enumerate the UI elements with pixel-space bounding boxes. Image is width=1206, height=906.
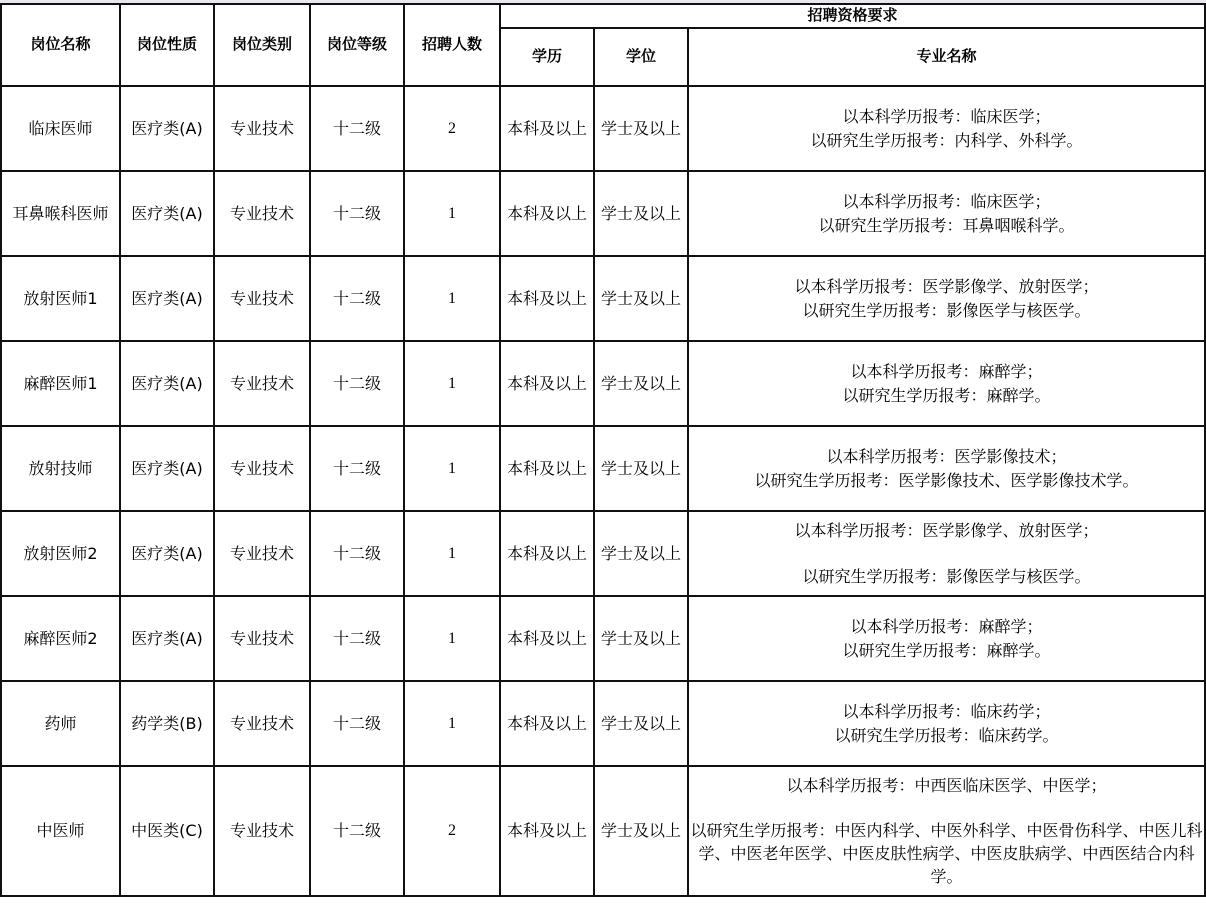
- post-category-cell: 专业技术: [214, 256, 310, 341]
- degree-cell: 学士及以上: [594, 86, 688, 171]
- degree-cell: 学士及以上: [594, 341, 688, 426]
- post-name-cell: 放射医师2: [1, 511, 120, 596]
- hire-count-cell: 1: [404, 596, 500, 681]
- major-line: 以本科学历报考：医学影像学、放射医学；: [794, 521, 1099, 541]
- major-line: 以研究生学历报考：影像医学与核医学。: [802, 300, 1091, 320]
- major-cell: [688, 426, 1205, 511]
- education-cell: 本科及以上: [500, 426, 594, 511]
- table-row: [1, 766, 1205, 896]
- post-grade-cell: 十二级: [310, 511, 404, 596]
- header-post-grade: 岗位等级: [310, 4, 404, 86]
- post-category-cell: 专业技术: [214, 511, 310, 596]
- post-grade-cell: 十二级: [310, 86, 404, 171]
- table-row: [1, 681, 1205, 766]
- major-line: 以本科学历报考：医学影像技术；: [826, 447, 1067, 467]
- post-nature-cell: 医疗类(A): [120, 256, 214, 341]
- post-nature-cell: 医疗类(A): [120, 341, 214, 426]
- major-line: 以本科学历报考：麻醉学；: [850, 617, 1043, 637]
- major-line: 以研究生学历报考：医学影像技术、医学影像技术学。: [754, 470, 1139, 490]
- degree-cell: 学士及以上: [594, 426, 688, 511]
- header-post-name: 岗位名称: [1, 4, 120, 86]
- post-grade-cell: 十二级: [310, 171, 404, 256]
- header-major: 专业名称: [688, 28, 1205, 86]
- major-line: 以本科学历报考：中西医临床医学、中医学；: [786, 775, 1107, 795]
- table-row: [1, 596, 1205, 681]
- major-cell: [688, 596, 1205, 681]
- post-name-cell: 药师: [1, 681, 120, 766]
- major-line: 以研究生学历报考：麻醉学。: [842, 640, 1051, 660]
- recruitment-table: [0, 3, 1206, 897]
- hire-count-cell: 1: [404, 511, 500, 596]
- post-category-cell: 专业技术: [214, 171, 310, 256]
- hire-count-cell: 1: [404, 681, 500, 766]
- major-cell: [688, 171, 1205, 256]
- degree-cell: 学士及以上: [594, 511, 688, 596]
- major-line: 以研究生学历报考：麻醉学。: [842, 385, 1051, 405]
- major-line: 以本科学历报考：临床医学；: [842, 107, 1051, 127]
- post-name-cell: 放射医师1: [1, 256, 120, 341]
- degree-cell: 学士及以上: [594, 681, 688, 766]
- post-name-cell: 放射技师: [1, 426, 120, 511]
- post-category-cell: 专业技术: [214, 86, 310, 171]
- line-gap: [689, 797, 1204, 819]
- table-row: [1, 171, 1205, 256]
- post-grade-cell: 十二级: [310, 681, 404, 766]
- post-nature-cell: 医疗类(A): [120, 171, 214, 256]
- post-category-cell: 专业技术: [214, 766, 310, 896]
- header-education: 学历: [500, 28, 594, 86]
- table-row: [1, 511, 1205, 596]
- major-line: 以研究生学历报考：临床药学。: [834, 725, 1059, 745]
- post-name-cell: 麻醉医师1: [1, 341, 120, 426]
- post-grade-cell: 十二级: [310, 426, 404, 511]
- hire-count-cell: 1: [404, 171, 500, 256]
- post-name-cell: 麻醉医师2: [1, 596, 120, 681]
- major-cell: [688, 341, 1205, 426]
- table-row: [1, 341, 1205, 426]
- post-grade-cell: 十二级: [310, 341, 404, 426]
- post-name-cell: 中医师: [1, 766, 120, 896]
- education-cell: 本科及以上: [500, 766, 594, 896]
- hire-count-cell: 2: [404, 766, 500, 896]
- major-cell: [688, 766, 1205, 896]
- hire-count-cell: 1: [404, 341, 500, 426]
- post-nature-cell: 医疗类(A): [120, 511, 214, 596]
- degree-cell: 学士及以上: [594, 171, 688, 256]
- degree-cell: 学士及以上: [594, 766, 688, 896]
- hire-count-cell: 1: [404, 256, 500, 341]
- major-cell: [688, 511, 1205, 596]
- post-name-cell: 耳鼻喉科医师: [1, 171, 120, 256]
- major-line: 以研究生学历报考：影像医学与核医学。: [802, 566, 1091, 586]
- post-category-cell: 专业技术: [214, 681, 310, 766]
- education-cell: 本科及以上: [500, 341, 594, 426]
- post-category-cell: 专业技术: [214, 341, 310, 426]
- post-name-cell: 临床医师: [1, 86, 120, 171]
- table-row: [1, 86, 1205, 171]
- education-cell: 本科及以上: [500, 171, 594, 256]
- degree-cell: 学士及以上: [594, 596, 688, 681]
- post-grade-cell: 十二级: [310, 766, 404, 896]
- post-category-cell: 专业技术: [214, 596, 310, 681]
- major-line: 以本科学历报考：临床医学；: [842, 192, 1051, 212]
- post-category-cell: 专业技术: [214, 426, 310, 511]
- post-grade-cell: 十二级: [310, 256, 404, 341]
- post-nature-cell: 药学类(B): [120, 681, 214, 766]
- line-gap: [689, 543, 1204, 565]
- degree-cell: 学士及以上: [594, 256, 688, 341]
- hire-count-cell: 1: [404, 426, 500, 511]
- table-row: [1, 256, 1205, 341]
- hire-count-cell: 2: [404, 86, 500, 171]
- post-nature-cell: 医疗类(A): [120, 426, 214, 511]
- header-post-category: 岗位类别: [214, 4, 310, 86]
- major-cell: [688, 256, 1205, 341]
- major-line: 以本科学历报考：麻醉学；: [850, 362, 1043, 382]
- education-cell: 本科及以上: [500, 86, 594, 171]
- header-requirements: 招聘资格要求: [500, 4, 1205, 28]
- table-row: [1, 426, 1205, 511]
- post-nature-cell: 中医类(C): [120, 766, 214, 896]
- major-cell: [688, 86, 1205, 171]
- major-line: 以研究生学历报考：中医内科学、中医外科学、中医骨伤科学、中医儿科学、中医老年医学、中医皮肤性病学、中医皮肤病学、中西医结合内科学。: [690, 820, 1203, 887]
- post-nature-cell: 医疗类(A): [120, 86, 214, 171]
- education-cell: 本科及以上: [500, 256, 594, 341]
- major-cell: [688, 681, 1205, 766]
- header-post-nature: 岗位性质: [120, 4, 214, 86]
- major-line: 以研究生学历报考：耳鼻咽喉科学。: [818, 215, 1075, 235]
- education-cell: 本科及以上: [500, 681, 594, 766]
- table-body: [1, 86, 1205, 896]
- major-line: 以研究生学历报考：内科学、外科学。: [810, 130, 1083, 150]
- education-cell: 本科及以上: [500, 596, 594, 681]
- major-line: 以本科学历报考：医学影像学、放射医学；: [794, 277, 1099, 297]
- header-degree: 学位: [594, 28, 688, 86]
- post-grade-cell: 十二级: [310, 596, 404, 681]
- education-cell: 本科及以上: [500, 511, 594, 596]
- header-hire-count: 招聘人数: [404, 4, 500, 86]
- post-nature-cell: 医疗类(A): [120, 596, 214, 681]
- major-line: 以本科学历报考：临床药学；: [842, 702, 1051, 722]
